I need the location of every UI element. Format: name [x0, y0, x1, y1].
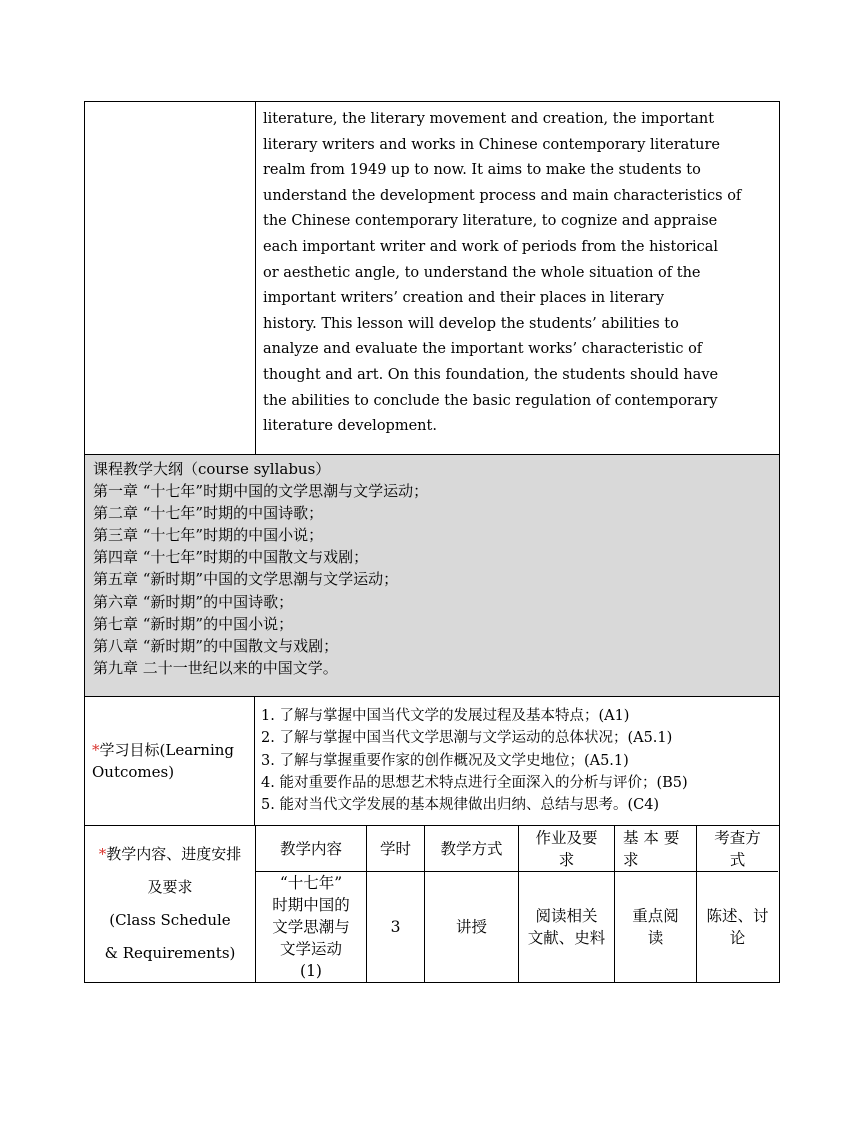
schedule-label-line2: 及要求 [147, 878, 193, 896]
syllabus-chapter: 第九章 二十一世纪以来的中国文学。 [93, 658, 338, 677]
syllabus-chapter: 第二章 “十七年”时期的中国诗歌； [93, 504, 324, 523]
syllabus-title: 课程教学大纲（course syllabus） [93, 460, 331, 478]
cell-basic-requirements: 重点阅 读 [615, 872, 697, 982]
outcome-item: 5. 能对当代文学发展的基本规律做出归纳、总结与思考。(C4) [261, 797, 660, 814]
cell-content: “十七年” 时期中国的 文学思潮与 文学运动 (1) [256, 872, 367, 982]
schedule-table [256, 826, 779, 982]
description-line: literary writers and works in Chinese contemporary literature [263, 136, 720, 153]
schedule-label-line3: (Class Schedule [109, 911, 231, 929]
description-line: analyze and evaluate the important works’ characteristic of [263, 341, 703, 358]
description-line: the Chinese contemporary literature, to cognize and appraise [263, 213, 718, 230]
syllabus-row [85, 454, 779, 696]
description-line: the abilities to conclude the basic regulation of contemporary [263, 392, 718, 409]
outcomes-list [255, 697, 779, 825]
syllabus-chapter: 第七章 “新时期”的中国小说； [93, 614, 294, 633]
course-table [84, 101, 780, 983]
description-line: literature development. [263, 418, 437, 435]
syllabus-chapter: 第五章 “新时期”中国的文学思潮与文学运动； [93, 570, 399, 589]
description-line: important writers’ creation and their places in literary [263, 290, 665, 307]
cell-hours: 3 [367, 872, 425, 982]
syllabus-chapter: 第六章 “新时期”的中国诗歌； [93, 592, 294, 611]
outcomes-row [85, 696, 779, 825]
outcomes-label-line2: Outcomes) [92, 763, 175, 781]
outcomes-label [85, 697, 255, 825]
syllabus-chapter: 第四章 “十七年”时期的中国散文与戏剧； [93, 548, 369, 567]
outcome-item: 1. 了解与掌握中国当代文学的发展过程及基本特点；(A1) [261, 708, 630, 724]
schedule-row [85, 825, 779, 982]
cell-assessment: 陈述、讨 论 [706, 907, 769, 947]
required-marker: * [98, 845, 107, 863]
description-line: understand the development process and main characteristics of [263, 187, 742, 204]
description-line: thought and art. On this foundation, the students should have [263, 366, 719, 383]
cell-method: 讲授 [425, 872, 519, 982]
schedule-label [85, 826, 256, 982]
schedule-label-line1: 教学内容、进度安排 [106, 845, 242, 863]
syllabus-chapter: 第一章 “十七年”时期中国的文学思潮与文学运动； [93, 482, 429, 501]
outcome-item: 4. 能对重要作品的思想艺术特点进行全面深入的分析与评价；(B5) [261, 774, 688, 791]
syllabus-chapter: 第三章 “十七年”时期的中国小说； [93, 526, 324, 545]
outcome-item: 3. 了解与掌握重要作家的创作概况及文学史地位；(A5.1) [261, 752, 629, 769]
description-line: history. This lesson will develop the students’ abilities to [263, 315, 679, 332]
description-line: literature, the literary movement and creation, the important [263, 111, 715, 127]
syllabus-chapter: 第八章 “新时期”的中国散文与戏剧； [93, 636, 339, 655]
description-line: or aesthetic angle, to understand the whole situation of the [263, 264, 701, 281]
header-assessment: 考查方 式 [714, 828, 761, 869]
required-marker: * [92, 741, 100, 759]
description-row [85, 102, 779, 454]
header-basic-requirements: 基 本 要 求 [615, 826, 697, 871]
header-method: 教学方式 [425, 826, 519, 871]
description-label-cell [85, 102, 256, 454]
schedule-label-line4: & Requirements) [104, 944, 236, 962]
header-content: 教学内容 [256, 826, 367, 871]
description-line: realm from 1949 up to now. It aims to make the students to [263, 162, 701, 179]
header-hours: 学时 [367, 826, 425, 871]
cell-homework: 阅读相关 文献、史料 [519, 872, 615, 982]
outcomes-label-line1: 学习目标(Learning [99, 741, 235, 759]
header-homework: 作业及要 求 [519, 826, 615, 871]
outcome-item: 2. 了解与掌握中国当代文学思潮与文学运动的总体状况；(A5.1) [261, 730, 673, 747]
description-line: each important writer and work of periods from the historical [263, 238, 719, 255]
description-text [256, 102, 779, 454]
